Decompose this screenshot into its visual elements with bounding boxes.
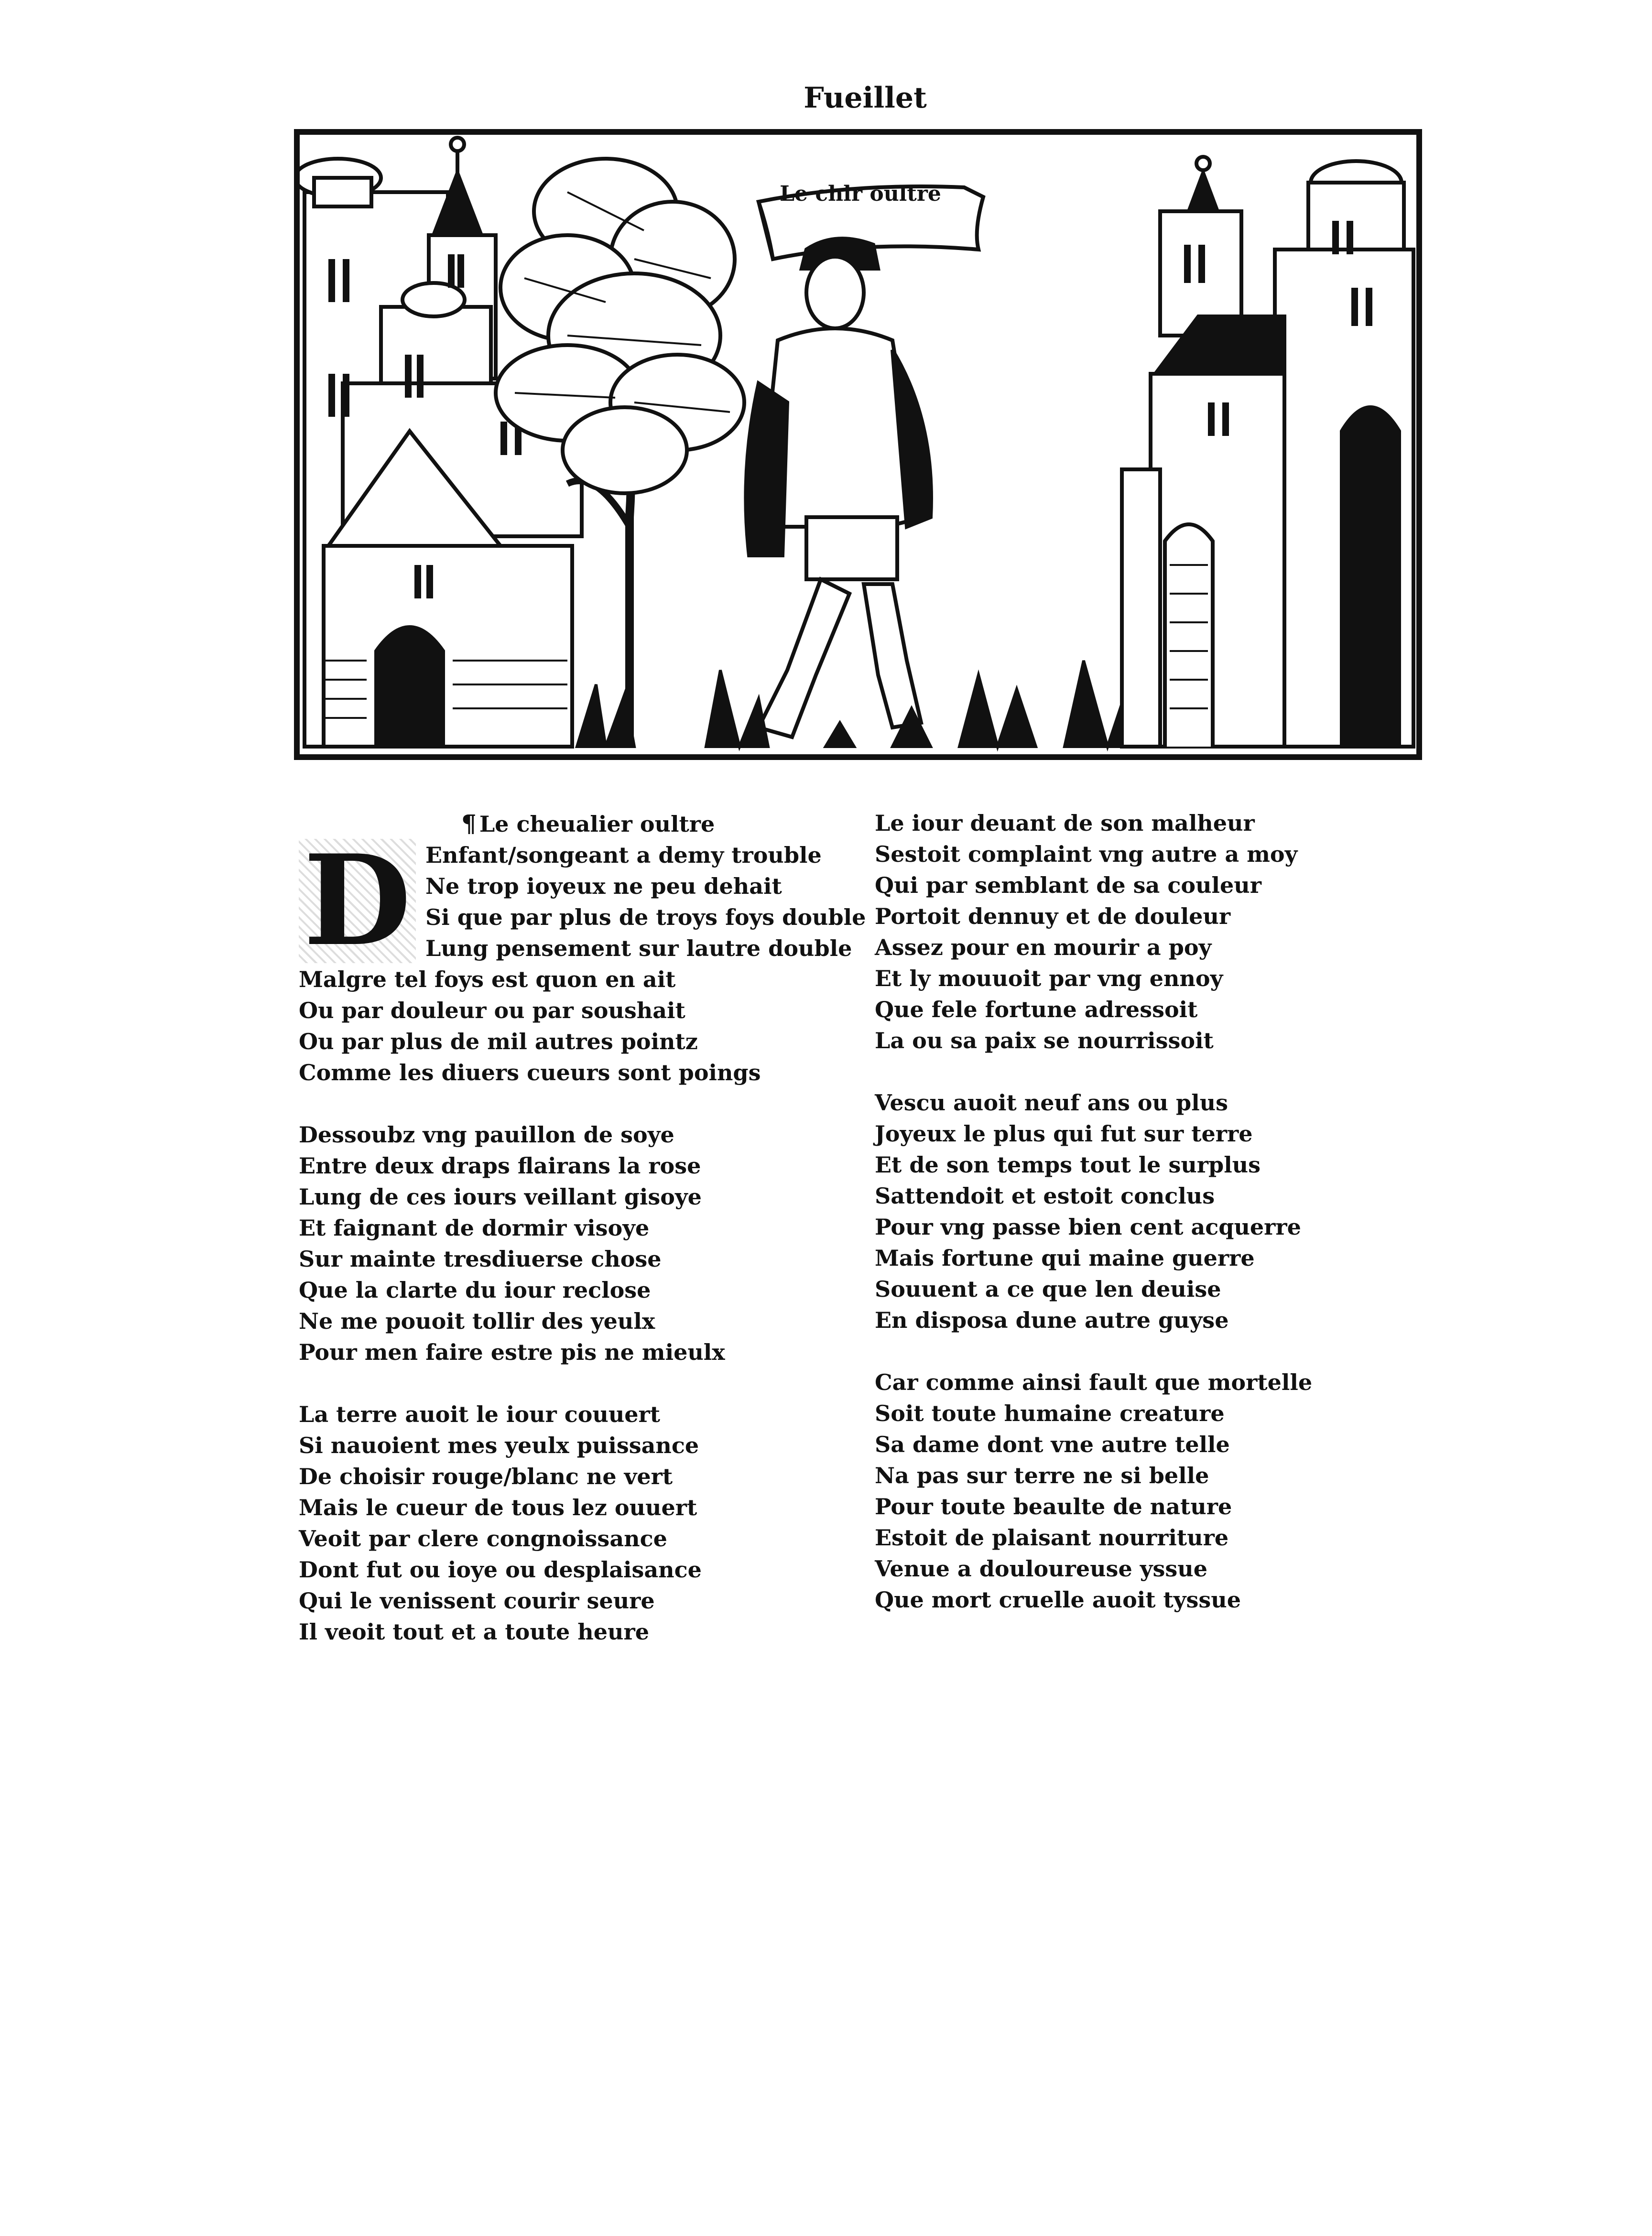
verse-line: Que mort cruelle auoit tyssue — [875, 1587, 1241, 1613]
heading-text: Le cheualier oultre — [479, 811, 715, 837]
section-heading — [299, 808, 863, 840]
verse-line: Le iour deuant de son malheur — [875, 810, 1255, 836]
woodcut-scene — [300, 135, 1416, 754]
verse-line: Car comme ainsi fault que mortelle — [875, 1369, 1313, 1395]
verse-line: Mais le cueur de tous lez ouuert — [299, 1495, 697, 1520]
verse-line: Entre deux draps flairans la rose — [299, 1153, 701, 1179]
verse-line: Soit toute humaine creature — [875, 1400, 1225, 1426]
pilcrow-mark: ¶ — [461, 809, 477, 837]
stanza — [299, 1399, 863, 1648]
verse-line: La terre auoit le iour couuert — [299, 1401, 661, 1427]
verse-line: Sa dame dont vne autre telle — [875, 1432, 1230, 1457]
verse-line: Lung pensement sur lautre double — [425, 935, 852, 961]
verse-line: Ne trop ioyeux ne peu dehait — [425, 873, 782, 899]
verse-line: Pour men faire estre pis ne mieulx — [299, 1339, 725, 1365]
verse-line: La ou sa paix se nourrissoit — [875, 1028, 1214, 1053]
verse-line: Il veoit tout et a toute heure — [299, 1619, 649, 1645]
verse-line: Comme les diuers cueurs sont poings — [299, 1060, 761, 1085]
verse-line: Si que par plus de troys foys double — [425, 904, 866, 930]
stanza — [299, 1119, 863, 1368]
verse-line: Lung de ces iours veillant gisoye — [299, 1184, 702, 1210]
verse-line: Souuent a ce que len deuise — [875, 1276, 1221, 1302]
stanza — [875, 808, 1439, 1056]
verse-line: Sattendoit et estoit conclus — [875, 1183, 1215, 1209]
right-town — [1122, 157, 1413, 747]
verse-line: Pour toute beaulte de nature — [875, 1494, 1232, 1520]
verse-line: Sestoit complaint vng autre a moy — [875, 841, 1298, 867]
verse-line: Enfant/songeant a demy trouble — [425, 842, 822, 868]
verse-line: Portoit dennuy et de douleur — [875, 903, 1231, 929]
verse-line: Qui par semblant de sa couleur — [875, 872, 1261, 898]
woodcut-illustration — [294, 129, 1422, 760]
verse-line: Et de son temps tout le surplus — [875, 1152, 1261, 1178]
verse-line: Et ly mouuoit par vng ennoy — [875, 966, 1223, 991]
right-column — [875, 808, 1439, 1647]
verse-line: Ou par douleur ou par soushait — [299, 998, 685, 1023]
verse-line: Sur mainte tresdiuerse chose — [299, 1246, 662, 1272]
initial-letter: D — [299, 839, 416, 963]
verse-line: Et faignant de dormir visoye — [299, 1215, 650, 1241]
verse-line: Venue a douloureuse yssue — [875, 1556, 1207, 1582]
verse-line: Dessoubz vng pauillon de soye — [299, 1122, 674, 1148]
verse-line: En disposa dune autre guyse — [875, 1307, 1229, 1333]
verse-line: Veoit par clere congnoissance — [299, 1526, 667, 1552]
stanza — [299, 840, 866, 1088]
verse-line: De choisir rouge/blanc ne vert — [299, 1464, 673, 1489]
verse-line: Joyeux le plus qui fut sur terre — [875, 1121, 1253, 1147]
verse-line: Assez pour en mourir a poy — [875, 934, 1212, 960]
verse-line: Dont fut ou ioye ou desplaisance — [299, 1557, 702, 1583]
left-column — [299, 808, 866, 1679]
verse-line: Vescu auoit neuf ans ou plus — [875, 1090, 1228, 1116]
verse-line: Ne me pouoit tollir des yeulx — [299, 1308, 655, 1334]
stanza — [875, 1087, 1439, 1336]
verse-line: Mais fortune qui maine guerre — [875, 1245, 1255, 1271]
verse-line: Ou par plus de mil autres pointz — [299, 1029, 698, 1054]
verse-line: Na pas sur terre ne si belle — [875, 1463, 1209, 1488]
verse-line: Si nauoient mes yeulx puissance — [299, 1433, 699, 1458]
page-folio: Fueillet — [804, 81, 927, 115]
standing-figure — [746, 239, 931, 737]
verse-line: Malgre tel foys est quon en ait — [299, 966, 676, 992]
verse-line: Pour vng passe bien cent acquerre — [875, 1214, 1301, 1240]
verse-line: Que fele fortune adressoit — [875, 997, 1198, 1022]
ground-plants — [577, 661, 1151, 747]
stanza — [875, 1367, 1439, 1616]
verse-line: Qui le venissent courir seure — [299, 1588, 655, 1614]
verse-line: Que la clarte du iour reclose — [299, 1277, 651, 1303]
verse-line: Estoit de plaisant nourriture — [875, 1525, 1229, 1551]
banner-label: Le chlr oultre — [780, 182, 941, 206]
